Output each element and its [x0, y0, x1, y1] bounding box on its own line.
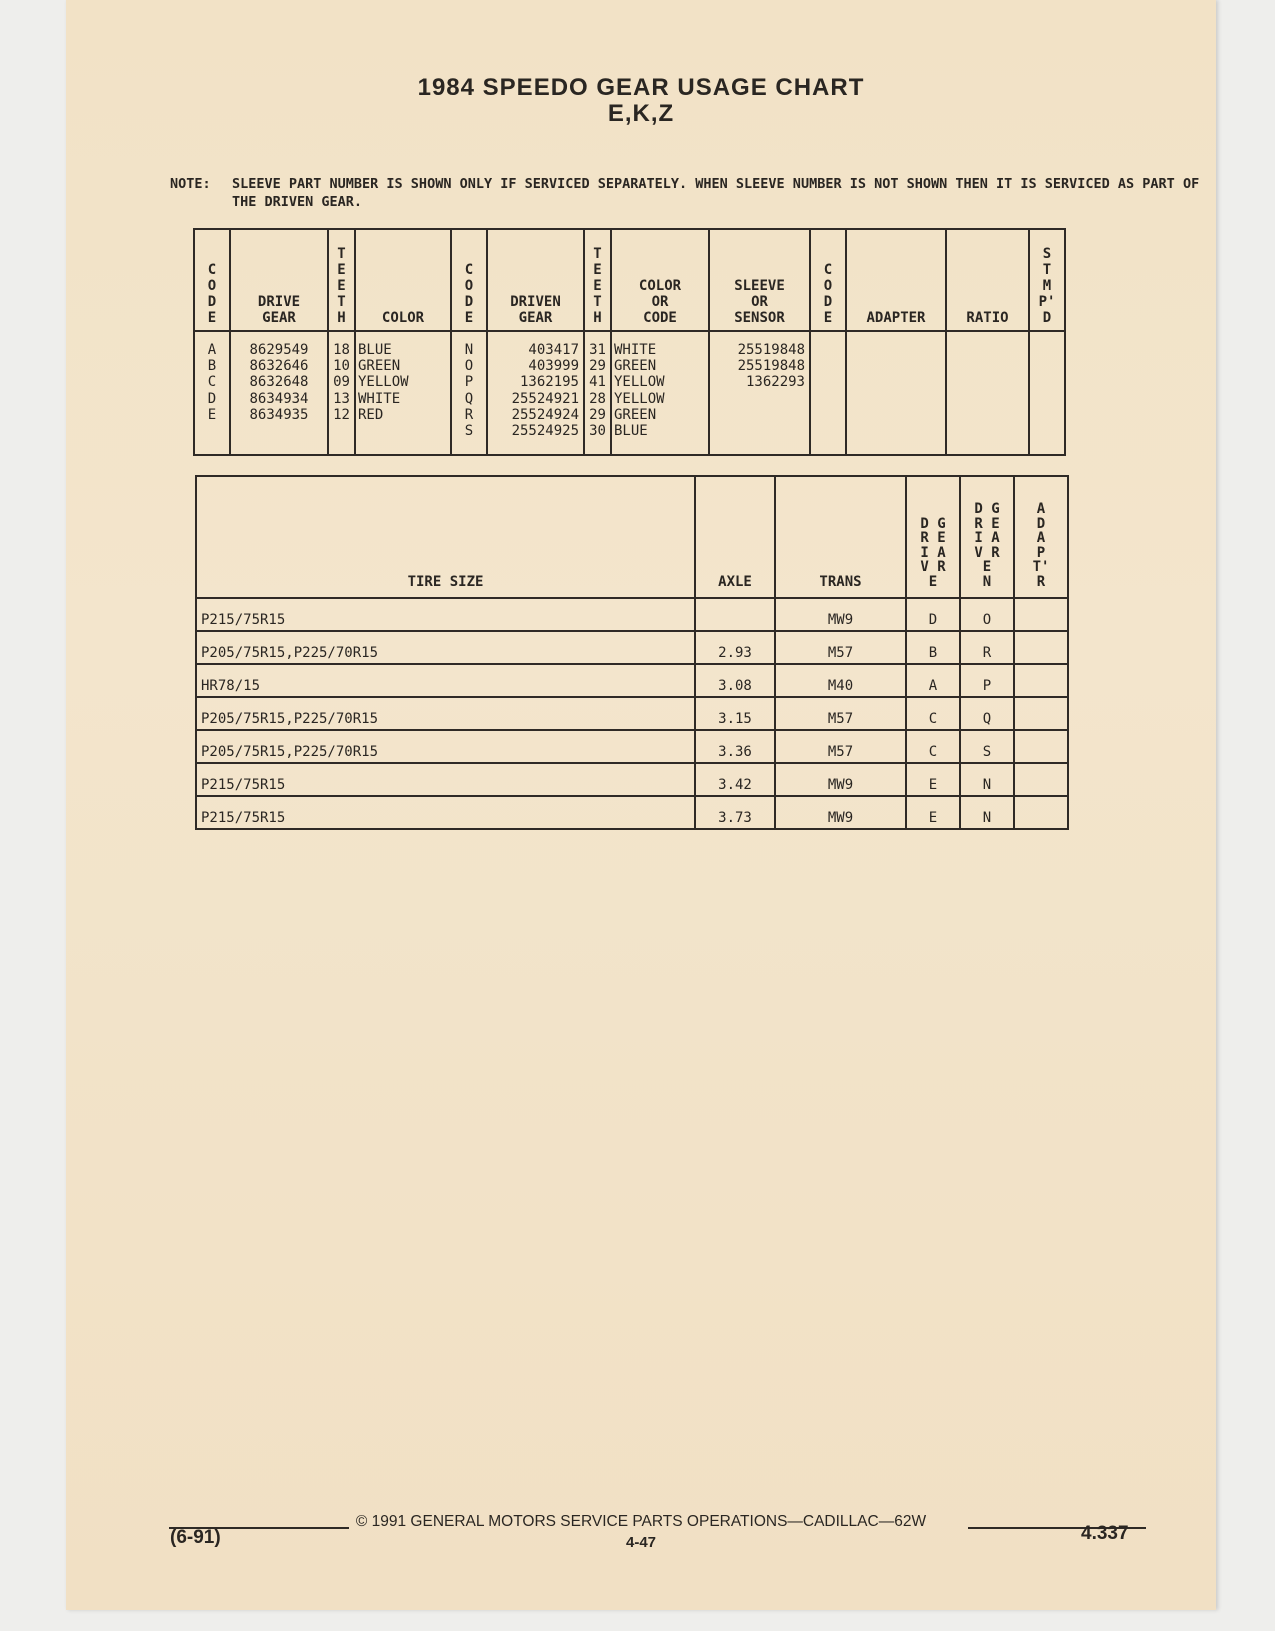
drive-gear: B [906, 631, 960, 664]
axle: 3.73 [695, 796, 775, 829]
adaptr [1014, 697, 1068, 730]
drive-codes: A B C D E [194, 331, 230, 455]
header-drive-gear: D G R E I A V R E [906, 476, 960, 598]
driven-gear: O [960, 598, 1014, 631]
sleeves: 25519848 25519848 1362293 [709, 331, 810, 455]
adaptr [1014, 796, 1068, 829]
gear-table-body [194, 331, 1065, 455]
header-sleeve-or-sensor: SLEEVE OR SENSOR [709, 229, 810, 331]
usage-table-header [196, 476, 1068, 598]
drive-gear: A [906, 664, 960, 697]
header-drive-gear: DRIVE GEAR [230, 229, 328, 331]
chart-title: 1984 SPEEDO GEAR USAGE CHART [417, 74, 865, 101]
adaptr [1014, 598, 1068, 631]
axle: 2.93 [695, 631, 775, 664]
header-tire-size: TIRE SIZE [196, 476, 695, 598]
adapter-cell [846, 331, 946, 455]
page-title [66, 75, 1216, 127]
drive-gear: E [906, 796, 960, 829]
tire-size: P205/75R15,P225/70R15 [196, 631, 695, 664]
axle: 3.15 [695, 697, 775, 730]
driven-colors: WHITE GREEN YELLOW YELLOW GREEN BLUE [611, 331, 709, 455]
tire-size: HR78/15 [196, 664, 695, 697]
document-page [66, 0, 1216, 1610]
adaptr [1014, 763, 1068, 796]
header-stmpd: S T M P' D [1029, 229, 1065, 331]
adaptr [1014, 664, 1068, 697]
note-text: SLEEVE PART NUMBER IS SHOWN ONLY IF SERVICED SEPARATELY. WHEN SLEEVE NUMBER IS NOT SHOWN THEN IT IS SERVICED AS PART OF THE DRIVEN GEAR. [232, 176, 1200, 210]
code-cell [810, 331, 846, 455]
header-code: C O D E [451, 229, 487, 331]
table-row [196, 730, 1068, 763]
stmpd-cell [1029, 331, 1065, 455]
drive-colors: BLUE GREEN YELLOW WHITE RED [355, 331, 451, 455]
table-row [196, 796, 1068, 829]
header-adaptr: A D A P T' R [1014, 476, 1068, 598]
ratio-cell [946, 331, 1029, 455]
tire-size: P215/75R15 [196, 796, 695, 829]
table-row [196, 664, 1068, 697]
drive-gear: D [906, 598, 960, 631]
tire-size: P205/75R15,P225/70R15 [196, 730, 695, 763]
driven-gear: P [960, 664, 1014, 697]
header-adapter: ADAPTER [846, 229, 946, 331]
header-teeth: T E E T H [584, 229, 611, 331]
axle: 3.36 [695, 730, 775, 763]
drive-gear: C [906, 697, 960, 730]
header-code: C O D E [194, 229, 230, 331]
revision-date: (6-91) [170, 1527, 221, 1548]
header-driven-gear: DRIVEN GEAR [487, 229, 584, 331]
driven-codes: N O P Q R S [451, 331, 487, 455]
header-teeth: T E E T H [328, 229, 355, 331]
driven-gear: Q [960, 697, 1014, 730]
driven-gear: S [960, 730, 1014, 763]
driven-gear: N [960, 796, 1014, 829]
note-label: NOTE: [170, 176, 211, 192]
table-row [196, 631, 1068, 664]
tire-size: P215/75R15 [196, 763, 695, 796]
driven-gear: R [960, 631, 1014, 664]
section-number: 4.337 [1081, 1523, 1129, 1544]
gear-table-header [194, 229, 1065, 331]
axle: 3.08 [695, 664, 775, 697]
header-trans: TRANS [775, 476, 906, 598]
header-driven-gear: D G R E I A V R E N [960, 476, 1014, 598]
tire-size: P205/75R15,P225/70R15 [196, 697, 695, 730]
driven-gears: 403417 403999 1362195 25524921 25524924 25524925 [487, 331, 584, 455]
trans: MW9 [775, 763, 906, 796]
copyright-text: © 1991 GENERAL MOTORS SERVICE PARTS OPERATIONS—CADILLAC—62W [355, 1513, 927, 1530]
drive-gear: C [906, 730, 960, 763]
header-axle: AXLE [695, 476, 775, 598]
table-row [196, 697, 1068, 730]
table-row [196, 598, 1068, 631]
trans: MW9 [775, 796, 906, 829]
trans: MW9 [775, 598, 906, 631]
header-code: C O D E [810, 229, 846, 331]
usage-table [195, 475, 1069, 830]
page-number: 4-47 [625, 1534, 657, 1551]
gear-table [193, 228, 1066, 456]
driven-gear: N [960, 763, 1014, 796]
header-color-or-code: COLOR OR CODE [611, 229, 709, 331]
trans: M57 [775, 730, 906, 763]
chart-subtitle: E,K,Z [607, 100, 675, 127]
adaptr [1014, 631, 1068, 664]
header-color: COLOR [355, 229, 451, 331]
drive-gears: 8629549 8632646 8632648 8634934 8634935 [230, 331, 328, 455]
driven-teeth: 31 29 41 28 29 30 [584, 331, 611, 455]
header-ratio: RATIO [946, 229, 1029, 331]
table-row [196, 763, 1068, 796]
axle: 3.42 [695, 763, 775, 796]
trans: M57 [775, 697, 906, 730]
tire-size: P215/75R15 [196, 598, 695, 631]
drive-teeth: 18 10 09 13 12 [328, 331, 355, 455]
adaptr [1014, 730, 1068, 763]
drive-gear: E [906, 763, 960, 796]
trans: M40 [775, 664, 906, 697]
trans: M57 [775, 631, 906, 664]
axle [695, 598, 775, 631]
